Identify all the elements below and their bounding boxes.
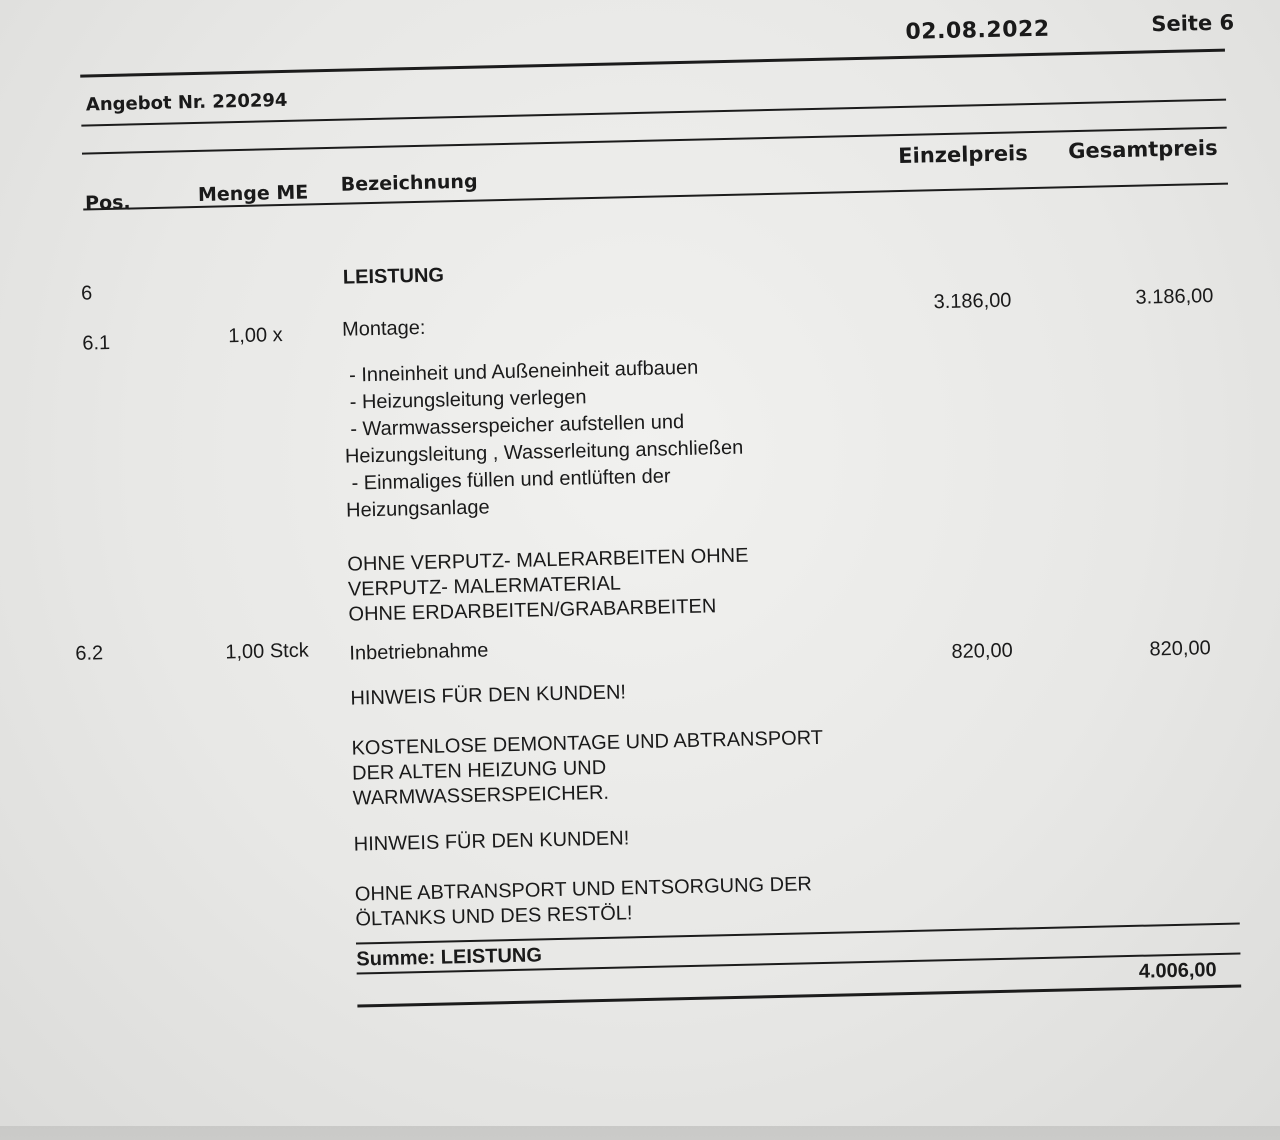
offer-number: Angebot Nr. 220294 [85,89,288,116]
column-pos: Pos. [84,191,131,215]
document-date: 02.08.2022 [905,16,1050,45]
column-unit-price: Einzelpreis [897,141,1029,169]
page-number: Seite 6 [1151,10,1235,37]
sum-label: Summe: LEISTUNG [356,944,543,971]
item-6-1-line: - Einmaliges füllen und entlüften der [351,465,671,495]
item-6-1-title: Montage: [341,316,426,341]
item-6-1-line: - Inneinheit und Außeneinheit aufbauen [348,356,699,387]
item-6-1-pos: 6.1 [82,331,111,355]
item-6-1-qty: 1,00 x [227,324,283,348]
item-6-2-hint-1-line: DER ALTEN HEIZUNG UND [351,756,607,785]
item-6-1-note: VERPUTZ- MALERMATERIAL [347,572,622,601]
column-total-price: Gesamtpreis [1067,135,1218,164]
item-6-2-hint-2: HINWEIS FÜR DEN KUNDEN! [353,827,630,856]
column-header-rule-top [82,127,1227,155]
item-6-1-line: - Heizungsleitung verlegen [349,386,587,414]
sum-rule-bottom [357,984,1241,1007]
section-pos: 6 [80,282,93,305]
item-6-2-hint-2-line: OHNE ABTRANSPORT UND ENTSORGUNG DER [354,873,813,906]
item-6-2-pos: 6.2 [75,642,104,665]
column-description: Bezeichnung [340,170,478,196]
column-qty: Menge ME [197,181,309,206]
header-rule-top [80,49,1225,78]
item-6-2-unit-price: 820,00 [951,639,1013,663]
item-6-2-title: Inbetriebnahme [349,639,489,665]
item-6-1-line: - Warmwasserspeicher aufstellen und [350,410,685,441]
item-6-2-total-price: 820,00 [1149,637,1211,661]
item-6-2-hint-1-text [351,723,953,812]
sum-value: 4.006,00 [1138,959,1217,983]
item-6-1-line: Heizungsanlage [345,496,490,522]
item-6-1-notes [347,540,909,628]
item-6-2-hint-1: HINWEIS FÜR DEN KUNDEN! [350,681,627,710]
item-6-2-hint-2-text [355,869,956,933]
item-6-1-note: OHNE VERPUTZ- MALERARBEITEN OHNE [347,544,749,576]
item-6-1-total-price: 3.186,00 [1135,284,1214,309]
item-6-2-qty: 1,00 Stck [225,639,309,664]
item-6-1-unit-price: 3.186,00 [933,289,1012,314]
section-title: LEISTUNG [342,264,445,289]
item-6-1-description [343,351,867,525]
item-6-2-hint-1-line: WARMWASSERSPEICHER. [352,781,610,810]
item-6-2-hint-2-line: ÖLTANKS UND DES RESTÖL! [355,902,633,931]
item-6-1-note: OHNE ERDARBEITEN/GRABARBEITEN [348,595,717,626]
item-6-1-line: Heizungsleitung , Wasserleitung anschließen [344,436,744,468]
item-6-2-hint-1-line: KOSTENLOSE DEMONTAGE UND ABTRANSPORT [351,726,824,760]
